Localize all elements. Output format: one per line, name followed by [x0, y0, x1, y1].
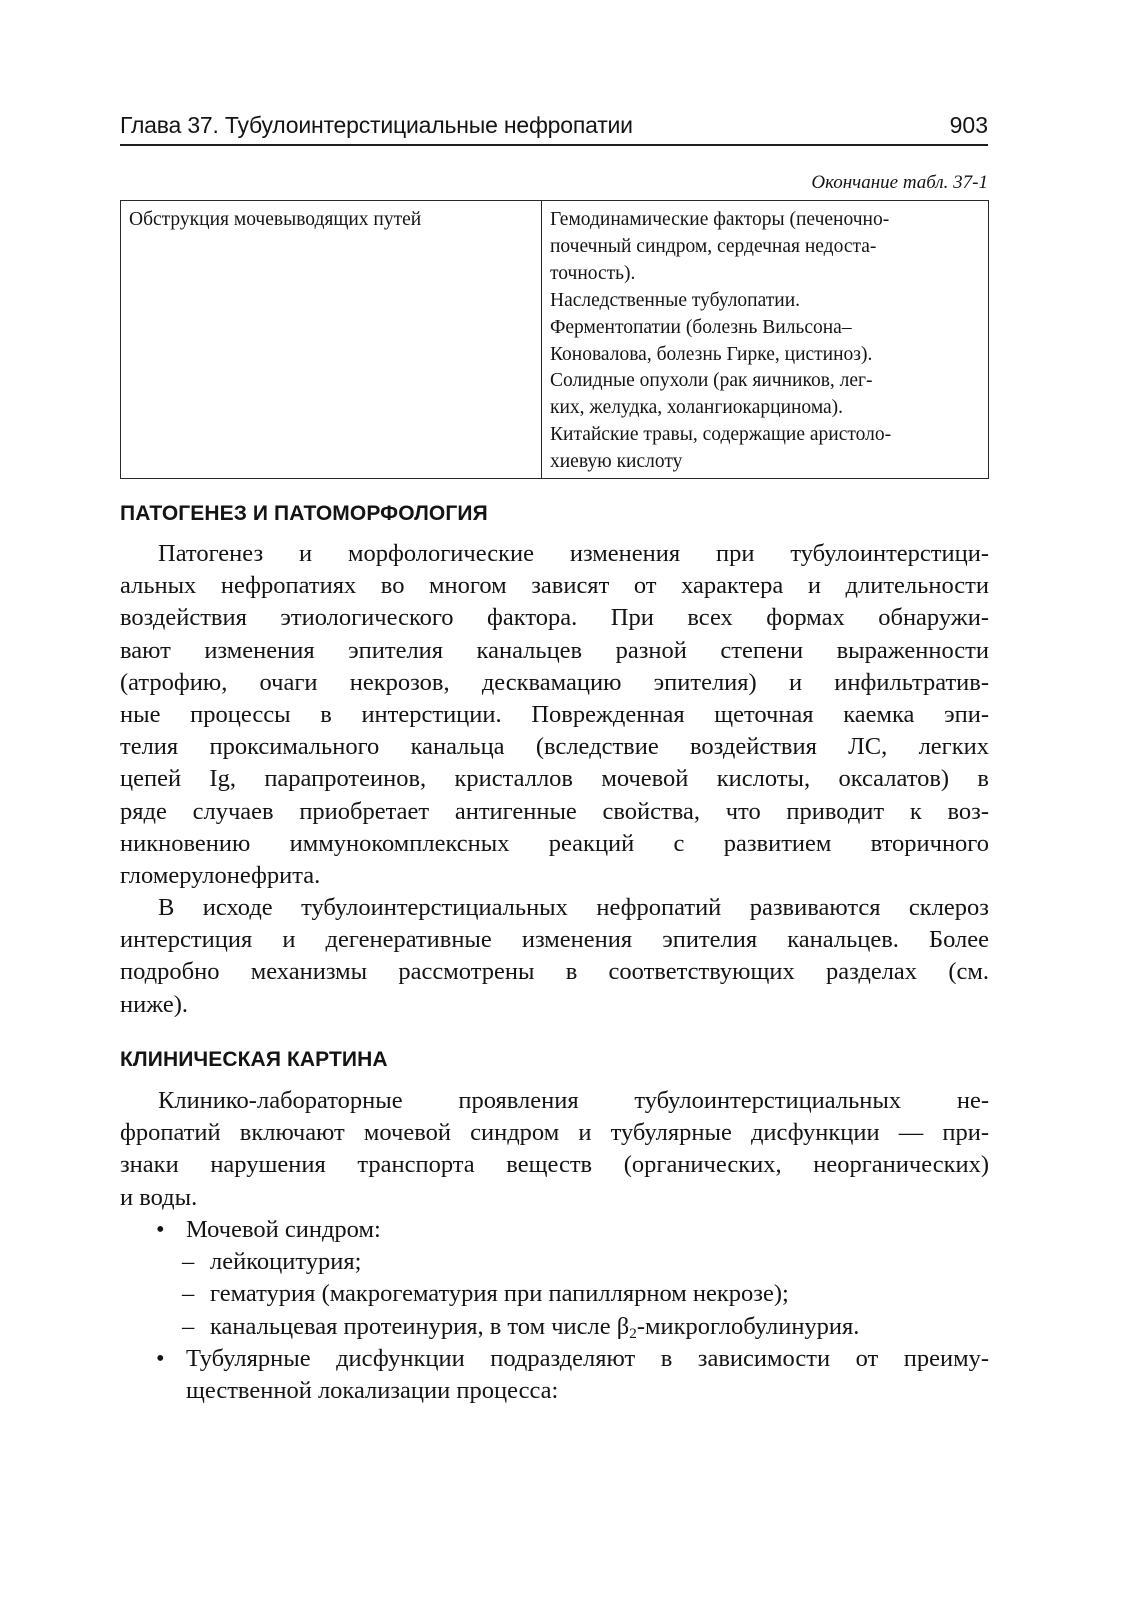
text-line: интерстиция и дегенеративные изменения эпителия канальцев. Более	[120, 926, 989, 954]
text-line: ные процессы в интерстиции. Поврежденная щеточная каемка эпи-	[120, 701, 989, 729]
page-number: 903	[949, 112, 988, 138]
list-item-text: Мочевой синдром:	[186, 1216, 381, 1243]
symptom-list	[120, 1214, 989, 1407]
text-line: ряде случаев приобретает антигенные свойства, что приводит к воз-	[120, 797, 989, 825]
table-cell-line: Гемодинамические факторы (печеночно-	[550, 209, 890, 230]
table-cell-line: хиевую кислоту	[550, 451, 683, 473]
text-line: вают изменения эпителия канальцев разной степени выраженности	[120, 636, 989, 664]
dash-marker: –	[182, 1248, 195, 1276]
bullet-marker: •	[156, 1344, 165, 1372]
text-line: никновению иммунокомплексных реакций с развитием вторичного	[120, 829, 989, 857]
chapter-title: Глава 37. Тубулоинтерстициальные нефропатии	[120, 112, 633, 138]
dash-marker: –	[182, 1280, 195, 1308]
table-cell-line: почечный синдром, сердечная недоста-	[550, 235, 877, 257]
table-cell-line: Обструкция мочевыводящих путей	[129, 209, 422, 230]
paragraph-outcome	[120, 892, 989, 1021]
paragraph-clinical	[120, 1085, 989, 1214]
list-item-continuation	[120, 1375, 989, 1407]
text-line: (атрофию, очаги некрозов, десквамацию эпителия) и инфильтратив-	[120, 668, 989, 696]
text-after-subscript: -микроглобулинурия.	[636, 1312, 860, 1340]
text-line: ниже).	[120, 990, 188, 1018]
dash-marker: –	[182, 1312, 195, 1340]
text-line: цепей Ig, парапротеинов, кристаллов мочевой кислоты, оксалатов) в	[120, 765, 989, 793]
text-line: Клинико-лабораторные проявления тубулоинтерстициальных не-	[158, 1087, 989, 1114]
list-item	[120, 1343, 989, 1375]
table-row	[121, 201, 989, 479]
text-line: знаки нарушения транспорта веществ (органических, неорганических)	[120, 1151, 989, 1179]
text-line: и воды.	[120, 1183, 198, 1211]
running-header	[120, 108, 988, 146]
sub-list-item-text: гематурия (макрогематурия при папиллярном некрозе);	[210, 1280, 789, 1308]
subscript: 2	[629, 1324, 637, 1342]
list-item-text: Тубулярные дисфункции подразделяют в зависимости от преиму-	[186, 1344, 989, 1372]
table-cell-causes-list	[542, 201, 989, 479]
text-line: альных нефропатиях во многом зависят от характера и длительности	[120, 572, 989, 600]
text-line: фропатий включают мочевой синдром и тубулярные дисфункции — при-	[120, 1119, 989, 1147]
sub-list-item	[120, 1278, 989, 1310]
text-line: воздействия этиологического фактора. При всех формах обнаружи-	[120, 604, 989, 632]
table-cell-cause	[121, 201, 542, 479]
table-cell-line: Солидные опухоли (рак яичников, лег-	[550, 370, 873, 392]
table-caption: Окончание табл. 37-1	[811, 172, 988, 193]
table-cell-line: Наследственные тубулопатии.	[550, 289, 801, 311]
sub-list-item-text: лейкоцитурия;	[210, 1248, 362, 1276]
table-cell-line: Коновалова, болезнь Гирке, цистиноз).	[550, 343, 873, 365]
text-before-subscript: канальцевая протеинурия, в том числе β	[210, 1312, 630, 1340]
text-line: подробно механизмы рассмотрены в соответствующих разделах (см.	[120, 958, 989, 986]
text-line: гломерулонефрита.	[120, 862, 321, 890]
sub-list-item	[120, 1246, 989, 1278]
table-cell-line: Китайские травы, содержащие аристоло-	[550, 424, 892, 446]
section-heading-clinical-picture: КЛИНИЧЕСКАЯ КАРТИНА	[120, 1048, 388, 1071]
bullet-marker: •	[156, 1216, 165, 1243]
text-line: телия проксимального канальца (вследствие воздействия ЛС, легких	[120, 733, 989, 761]
sub-list-item-text	[210, 1311, 859, 1343]
text-line: В исходе тубулоинтерстициальных нефропатий развиваются склероз	[158, 894, 989, 921]
text-line: Патогенез и морфологические изменения при тубулоинтерстици-	[158, 540, 989, 567]
sub-list-item	[120, 1311, 989, 1343]
table-cell-line: точность).	[550, 262, 636, 284]
section-heading-pathogenesis: ПАТОГЕНЕЗ И ПАТОМОРФОЛОГИЯ	[120, 502, 488, 525]
table-37-1-end	[120, 200, 989, 479]
list-item-text: щественной локализации процесса:	[186, 1376, 559, 1404]
paragraph-pathogenesis	[120, 538, 989, 892]
table-cell-line: ких, желудка, холангиокарцинома).	[550, 397, 844, 419]
table-cell-line: Ферментопатии (болезнь Вильсона–	[550, 316, 852, 338]
list-item	[120, 1214, 989, 1246]
